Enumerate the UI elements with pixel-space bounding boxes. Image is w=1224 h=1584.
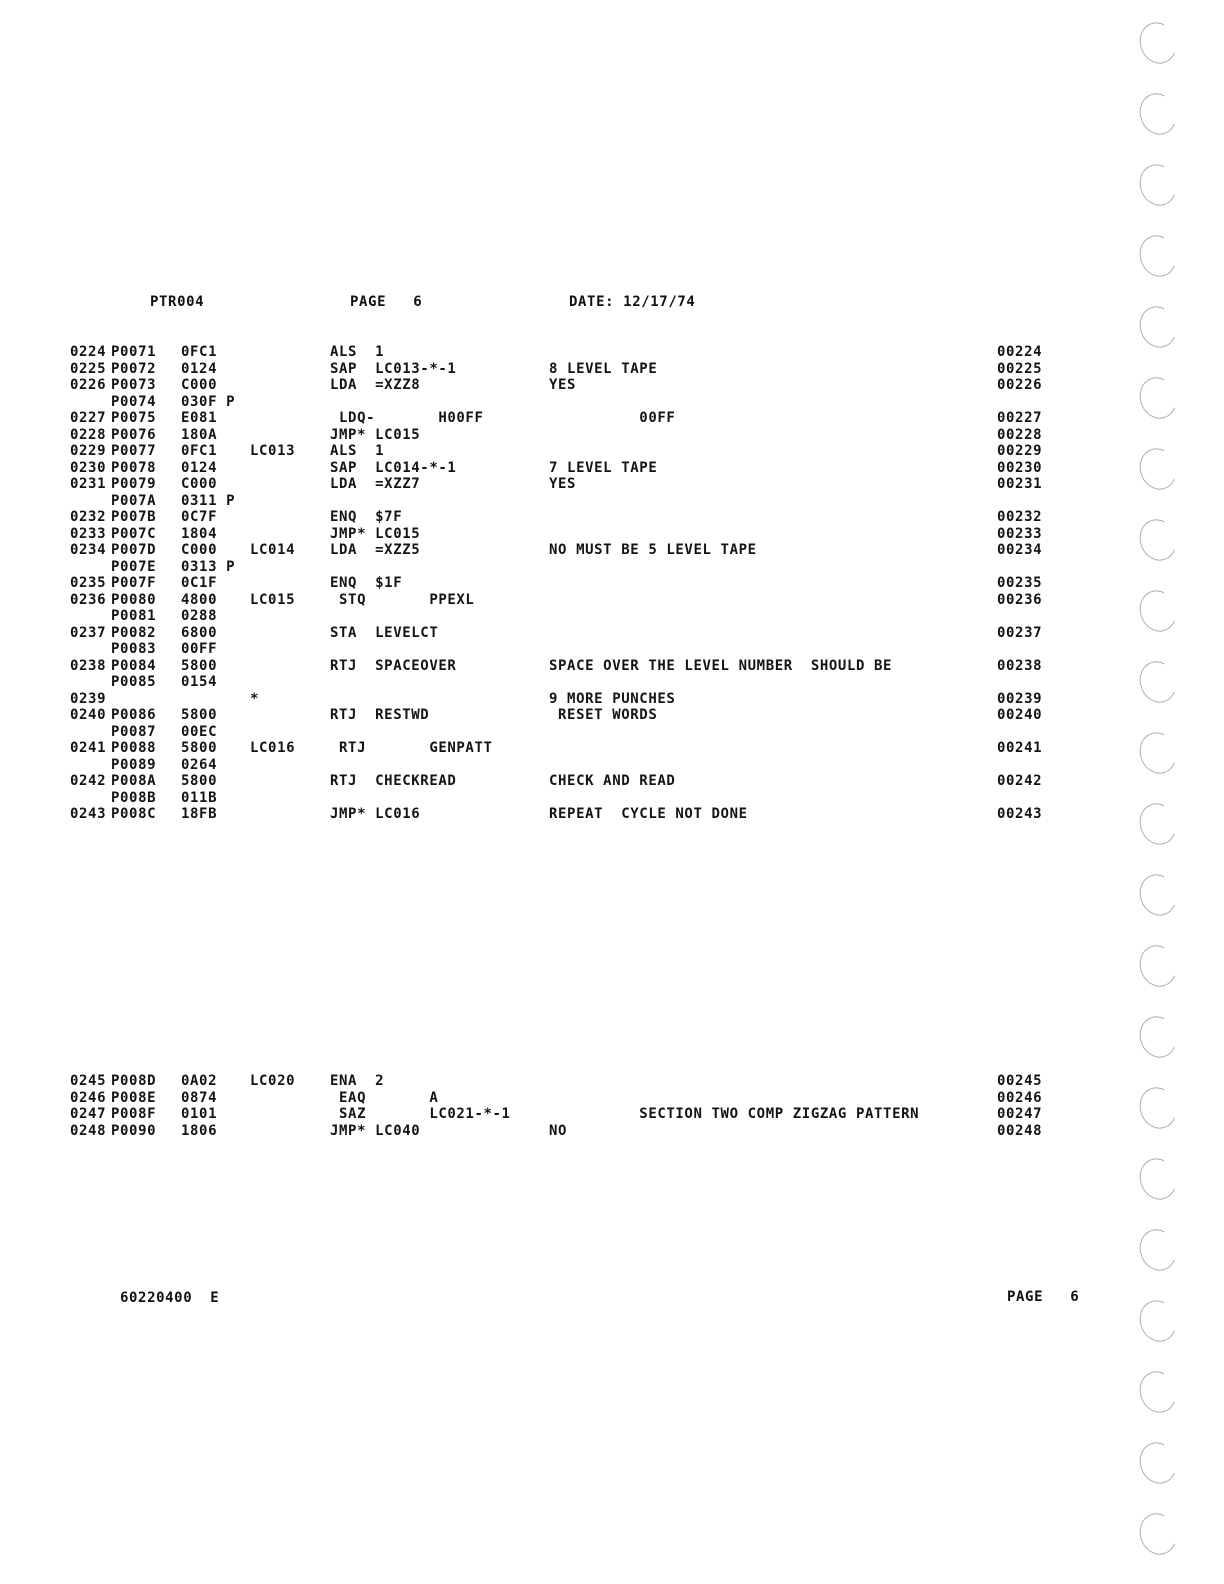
listing-op: ALS 1 xyxy=(330,344,385,360)
listing-op: SAP LC014-*-1 xyxy=(330,459,457,476)
listing-op: ALS 1 xyxy=(330,443,385,459)
listing-seq: 00226 xyxy=(997,377,1043,393)
listing-op: RTJ GENPATT xyxy=(330,740,493,756)
listing-addr: P0077 xyxy=(111,443,157,459)
listing-line: 0234 xyxy=(70,542,107,558)
listing-line: 0232 xyxy=(70,509,107,525)
listing-seq: 00227 xyxy=(997,410,1043,426)
listing-line: 0228 xyxy=(70,426,107,443)
feed-hole xyxy=(1134,230,1182,282)
listing-line: 0225 xyxy=(70,360,107,377)
listing-code: 0A02 xyxy=(181,1073,218,1089)
program-name: PTR004 xyxy=(150,294,205,310)
listing-addr: P007F xyxy=(111,575,157,591)
listing-code: C000 xyxy=(181,476,218,492)
listing-code: 030F P xyxy=(181,393,236,410)
feed-hole xyxy=(1134,940,1182,992)
listing-op: JMP* LC040 xyxy=(330,1122,421,1139)
listing-line: 0247 xyxy=(70,1106,107,1122)
feed-hole xyxy=(1134,159,1182,211)
feed-hole xyxy=(1134,1153,1182,1205)
listing-addr: P008F xyxy=(111,1106,157,1122)
listing-seq: 00247 xyxy=(997,1106,1043,1122)
listing-seq: 00229 xyxy=(997,443,1043,459)
listing-code: 00FF xyxy=(181,641,218,657)
listing-comment: 8 LEVEL TAPE xyxy=(549,360,658,377)
listing-comment: CHECK AND READ xyxy=(549,773,676,789)
listing-seq: 00228 xyxy=(997,426,1043,443)
listing-code: 0C1F xyxy=(181,575,218,591)
listing-line: 0229 xyxy=(70,443,107,459)
listing-code: 0FC1 xyxy=(181,443,218,459)
listing-addr: P0071 xyxy=(111,344,157,360)
listing-seq: 00233 xyxy=(997,525,1043,542)
listing-line: 0238 xyxy=(70,657,107,674)
listing-line: 0240 xyxy=(70,707,107,723)
listing-addr: P008C xyxy=(111,806,157,822)
listing-op: ENQ $7F xyxy=(330,509,403,525)
listing-op: LDA =XZZ7 xyxy=(330,476,421,492)
listing-seq: 00242 xyxy=(997,773,1043,789)
header-page-number: PAGE 6 xyxy=(350,294,423,310)
listing-seq: 00238 xyxy=(997,657,1043,674)
listing-addr: P0072 xyxy=(111,360,157,377)
feed-hole xyxy=(1134,798,1182,850)
feed-hole xyxy=(1134,514,1182,566)
listing-addr: P0076 xyxy=(111,426,157,443)
feed-hole xyxy=(1134,443,1182,495)
document-number: 60220400 E xyxy=(120,1290,220,1306)
listing-addr: P0082 xyxy=(111,624,157,641)
listing-code: 0124 xyxy=(181,360,218,377)
listing-seq: 00239 xyxy=(997,690,1043,707)
listing-seq: 00237 xyxy=(997,624,1043,641)
listing-addr: P0074 xyxy=(111,393,157,410)
listing-code: E081 xyxy=(181,410,218,426)
listing-seq: 00224 xyxy=(997,344,1043,360)
listing-label: LC013 xyxy=(250,443,296,459)
listing-line: 0226 xyxy=(70,377,107,393)
listing-comment: NO xyxy=(549,1122,568,1139)
listing-line: 0241 xyxy=(70,740,107,756)
listing-line: 0245 xyxy=(70,1073,107,1089)
listing-line: 0243 xyxy=(70,806,107,822)
listing-code: 0124 xyxy=(181,459,218,476)
listing-addr: P007E xyxy=(111,558,157,575)
listing-comment: RESET WORDS xyxy=(549,707,658,723)
listing-addr: P007B xyxy=(111,509,157,525)
listing-addr: P0084 xyxy=(111,657,157,674)
feed-hole xyxy=(1134,1366,1182,1418)
listing-code: 6800 xyxy=(181,624,218,641)
listing-code: 00EC xyxy=(181,723,218,740)
listing-code: 0154 xyxy=(181,674,218,690)
listing-comment: 9 MORE PUNCHES xyxy=(549,690,676,707)
listing-comment: YES xyxy=(549,476,577,492)
listing-addr: P008B xyxy=(111,789,157,806)
header-date: DATE: 12/17/74 xyxy=(569,294,696,310)
listing-op: JMP* LC016 xyxy=(330,806,421,822)
listing-addr: P0085 xyxy=(111,674,157,690)
feed-hole xyxy=(1134,88,1182,140)
listing-addr: P007D xyxy=(111,542,157,558)
listing-line: 0230 xyxy=(70,459,107,476)
listing-seq: 00245 xyxy=(997,1073,1043,1089)
listing-comment: REPEAT CYCLE NOT DONE xyxy=(549,806,748,822)
feed-hole xyxy=(1134,869,1182,921)
listing-label: LC014 xyxy=(250,542,296,558)
listing-addr: P0083 xyxy=(111,641,157,657)
listing-line: 0224 xyxy=(70,344,107,360)
listing-code: 5800 xyxy=(181,773,218,789)
listing-addr: P0073 xyxy=(111,377,157,393)
listing-addr: P0079 xyxy=(111,476,157,492)
listing-op: RTJ SPACEOVER xyxy=(330,657,457,674)
listing-code: C000 xyxy=(181,377,218,393)
listing-comment: 7 LEVEL TAPE xyxy=(549,459,658,476)
listing-code: 0264 xyxy=(181,756,218,773)
listing-addr: P0075 xyxy=(111,410,157,426)
feed-hole xyxy=(1134,1437,1182,1489)
listing-addr: P0080 xyxy=(111,591,157,608)
listing-code: 1806 xyxy=(181,1122,218,1139)
listing-op: ENQ $1F xyxy=(330,575,403,591)
listing-line: 0235 xyxy=(70,575,107,591)
listing-addr: P0081 xyxy=(111,608,157,624)
tractor-feed-holes xyxy=(1140,10,1200,1580)
listing-addr: P007C xyxy=(111,525,157,542)
listing-label: LC015 xyxy=(250,591,296,608)
listing-seq: 00230 xyxy=(997,459,1043,476)
listing-addr: P0086 xyxy=(111,707,157,723)
listing-addr: P0090 xyxy=(111,1122,157,1139)
listing-op: SAZ LC021-*-1 xyxy=(330,1106,511,1122)
listing-code: 0288 xyxy=(181,608,218,624)
listing-addr: P0078 xyxy=(111,459,157,476)
listing-op: RTJ CHECKREAD xyxy=(330,773,457,789)
listing-line: 0239 xyxy=(70,690,107,707)
listing-code: 011B xyxy=(181,789,218,806)
listing-seq: 00231 xyxy=(997,476,1043,492)
listing-code: 0313 P xyxy=(181,558,236,575)
feed-hole xyxy=(1134,656,1182,708)
listing-code: 0874 xyxy=(181,1089,218,1106)
listing-seq: 00232 xyxy=(997,509,1043,525)
listing-seq: 00235 xyxy=(997,575,1043,591)
listing-line: 0231 xyxy=(70,476,107,492)
listing-addr: P008A xyxy=(111,773,157,789)
listing-seq: 00246 xyxy=(997,1089,1043,1106)
listing-addr: P0089 xyxy=(111,756,157,773)
listing-addr: P0087 xyxy=(111,723,157,740)
listing-comment: YES xyxy=(549,377,577,393)
listing-op: SAP LC013-*-1 xyxy=(330,360,457,377)
listing-code: 180A xyxy=(181,426,218,443)
listing-comment: NO MUST BE 5 LEVEL TAPE xyxy=(549,542,757,558)
listing-op: STA LEVELCT xyxy=(330,624,439,641)
listing-line: 0242 xyxy=(70,773,107,789)
listing-code: 18FB xyxy=(181,806,218,822)
listing-seq: 00236 xyxy=(997,591,1043,608)
listing-line: 0236 xyxy=(70,591,107,608)
listing-op: LDA =XZZ5 xyxy=(330,542,421,558)
listing-comment: 00FF xyxy=(549,410,676,426)
listing-code: 0311 P xyxy=(181,492,236,509)
listing-seq: 00240 xyxy=(997,707,1043,723)
listing-line: 0246 xyxy=(70,1089,107,1106)
listing-comment: SECTION TWO COMP ZIGZAG PATTERN xyxy=(549,1106,920,1122)
listing-line: 0227 xyxy=(70,410,107,426)
listing-line: 0248 xyxy=(70,1122,107,1139)
feed-hole xyxy=(1134,1011,1182,1063)
listing-seq: 00225 xyxy=(997,360,1043,377)
listing-code: 0C7F xyxy=(181,509,218,525)
listing-op: EAQ A xyxy=(330,1089,439,1106)
listing-op: JMP* LC015 xyxy=(330,525,421,542)
listing-op: LDA =XZZ8 xyxy=(330,377,421,393)
listing-code: 5800 xyxy=(181,657,218,674)
listing-op: LDQ- H00FF xyxy=(330,410,484,426)
feed-hole xyxy=(1134,1508,1182,1560)
listing-label: * xyxy=(250,690,260,707)
listing-addr: P008E xyxy=(111,1089,157,1106)
feed-hole xyxy=(1134,585,1182,637)
listing-addr: P0088 xyxy=(111,740,157,756)
listing-line: 0233 xyxy=(70,525,107,542)
listing-addr: P008D xyxy=(111,1073,157,1089)
listing-label: LC016 xyxy=(250,740,296,756)
feed-hole xyxy=(1134,1295,1182,1347)
listing-code: C000 xyxy=(181,542,218,558)
listing-addr: P007A xyxy=(111,492,157,509)
listing-code: 5800 xyxy=(181,740,218,756)
listing-label: LC020 xyxy=(250,1073,296,1089)
listing-line: 0237 xyxy=(70,624,107,641)
feed-hole xyxy=(1134,727,1182,779)
listing-seq: 00241 xyxy=(997,740,1043,756)
listing-seq: 00248 xyxy=(997,1122,1043,1139)
feed-hole xyxy=(1134,17,1182,69)
footer-page-number: PAGE 6 xyxy=(1007,1289,1080,1305)
feed-hole xyxy=(1134,372,1182,424)
listing-op: RTJ RESTWD xyxy=(330,707,430,723)
listing-op: ENA 2 xyxy=(330,1073,385,1089)
listing-op: JMP* LC015 xyxy=(330,426,421,443)
listing-code: 5800 xyxy=(181,707,218,723)
listing-code: 0FC1 xyxy=(181,344,218,360)
listing-op: STQ PPEXL xyxy=(330,591,475,608)
feed-hole xyxy=(1134,301,1182,353)
listing-code: 1804 xyxy=(181,525,218,542)
listing-comment: SPACE OVER THE LEVEL NUMBER SHOULD BE xyxy=(549,657,893,674)
listing-seq: 00234 xyxy=(997,542,1043,558)
feed-hole xyxy=(1134,1224,1182,1276)
listing-code: 4800 xyxy=(181,591,218,608)
listing-code: 0101 xyxy=(181,1106,218,1122)
listing-seq: 00243 xyxy=(997,806,1043,822)
feed-hole xyxy=(1134,1082,1182,1134)
